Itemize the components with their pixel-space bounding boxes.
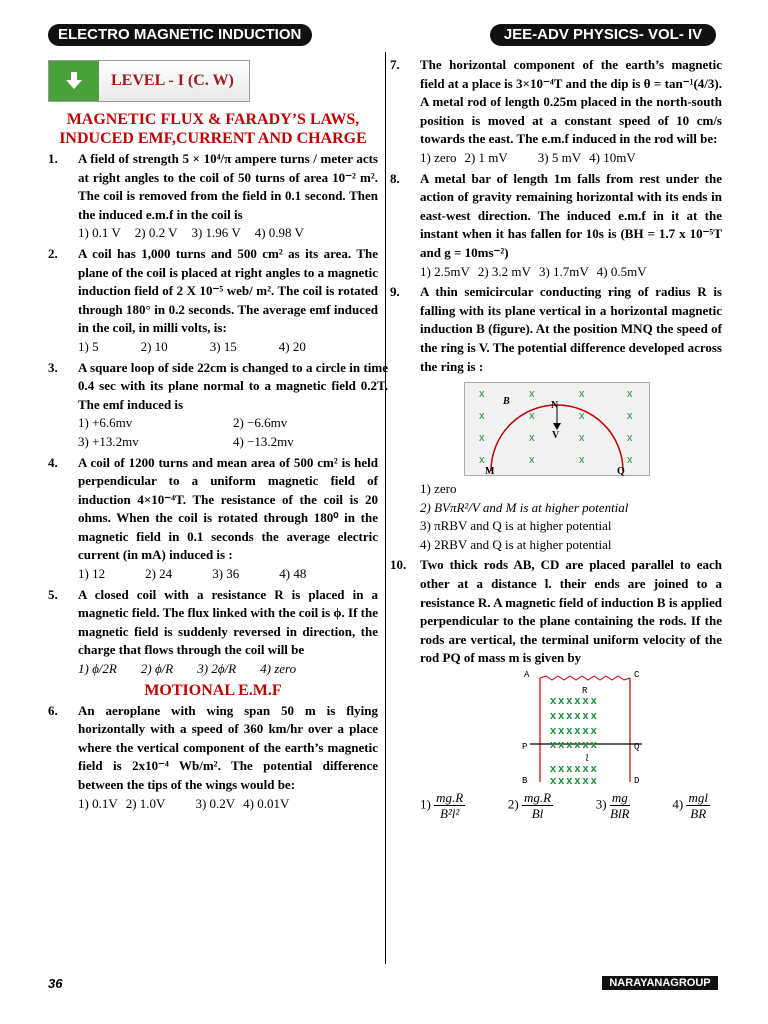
question-number: 8. <box>390 170 400 186</box>
option: 1) 0.1 V <box>78 225 121 241</box>
label-p: P <box>522 742 528 753</box>
label-d: D <box>634 776 640 787</box>
fraction-options <box>420 790 710 821</box>
options <box>78 795 378 814</box>
option <box>672 790 710 821</box>
denominator: BR <box>690 806 707 822</box>
field-mark: x <box>627 410 633 423</box>
field-mark: x <box>529 388 535 401</box>
numerator: mgl <box>688 790 708 806</box>
option: 3) 0.2V <box>195 795 236 811</box>
question <box>390 56 722 168</box>
options <box>78 224 378 243</box>
option: 3) 2ϕ/R <box>197 661 237 677</box>
section-heading: MOTIONAL E.M.F <box>144 681 282 699</box>
options <box>78 338 378 357</box>
option: 4) 0.01V <box>243 795 290 811</box>
option: 1) zero <box>420 481 457 497</box>
option: 3) 1.7mV <box>538 263 589 279</box>
rods-figure <box>520 670 690 788</box>
question <box>48 586 378 679</box>
option: 3) 36 <box>212 566 240 582</box>
option: 3) +13.2mv <box>78 433 139 449</box>
question-number: 3. <box>48 359 58 375</box>
question-number: 1. <box>48 151 58 166</box>
option: 1) 12 <box>78 566 106 582</box>
question-number: 5. <box>48 586 58 602</box>
option <box>508 790 553 821</box>
option-number: 3) <box>595 796 607 812</box>
option: 3) 1.96 V <box>191 225 241 241</box>
level-badge <box>48 60 250 102</box>
label-m: M <box>485 466 495 478</box>
field-mark: x <box>529 410 535 423</box>
options <box>420 149 722 168</box>
numerator: mg.R <box>523 790 552 806</box>
field-mark: x <box>479 432 485 445</box>
question <box>48 702 378 814</box>
label-l: l <box>584 754 590 765</box>
question <box>48 454 378 584</box>
question <box>390 170 722 282</box>
question <box>48 150 378 243</box>
question-number: 7. <box>390 57 400 72</box>
question-number: 6. <box>48 702 58 718</box>
question-number: 10. <box>390 557 407 573</box>
option-number: 4) <box>672 796 684 812</box>
option <box>596 790 630 821</box>
label-a: A <box>524 670 530 681</box>
option: 1) 5 <box>78 338 99 354</box>
question-text: The horizontal component of the earth’s magnetic field at a place is 3×10⁻⁴T and the dip is θ = tan⁻¹(4/3). A metal rod of length 0.25m placed in the north-south position is moved at a constant speed of 10 cm/s towards the east. The e.m.f induced in the rod will be: <box>420 57 722 147</box>
options <box>78 414 388 451</box>
question-number: 4. <box>48 454 58 470</box>
page-number: 36 <box>48 976 63 991</box>
options <box>78 660 378 679</box>
label-b: B <box>522 776 528 787</box>
question-number: 9. <box>390 284 400 300</box>
option: 4) zero <box>260 661 297 677</box>
book-title: JEE-ADV PHYSICS- VOL- IV <box>490 24 716 46</box>
question-text: A closed coil with a resistance R is placed in a magnetic field. The flux linked with the coil is ϕ. If the magnetic field is suddenly reversed in direction, the charge that flows through the coil will be <box>78 586 379 658</box>
option: 3) 5 mV <box>537 149 582 165</box>
field-mark: x <box>529 454 535 467</box>
field-row: xxxxxx <box>550 775 599 788</box>
field-row: xxxxxx <box>550 695 599 708</box>
field-mark: x <box>579 388 585 401</box>
question-text: A coil has 1,000 turns and 500 cm² as its area. The plane of the coil is placed at right angles to a magnetic induction field of 2 X 10⁻⁵ web/ m². The coil is rotated through 180° in 0.2 seconds. The average emf induced in the coil, in milli volts, is: <box>78 245 378 336</box>
option: 1) zero <box>420 149 457 165</box>
label-b: B <box>503 396 510 408</box>
field-mark: x <box>579 454 585 467</box>
question-text: A metal bar of length 1m falls from rest under the action of gravity remaining horizontal with its ends in east-west direction. The induced e.m.f in it at the instant when it has fallen for 10s is (BH = 1.7 x 10⁻⁵T and g = 10ms⁻²) <box>420 170 722 260</box>
question-text: A thin semicircular conducting ring of radius R is falling with its plane vertical in a horizontal magnetic induction B (figure). At the position MNQ the speed of the ring is V. The potential difference developed across the ring is : <box>420 284 722 374</box>
field-row: xxxxxx <box>550 710 599 723</box>
field-mark: x <box>627 388 633 401</box>
level-label: LEVEL - I (C. W) <box>111 71 234 89</box>
field-mark: x <box>627 432 633 445</box>
down-arrow-icon <box>49 61 99 101</box>
option: 2) 24 <box>145 566 173 582</box>
question <box>390 556 722 821</box>
column-divider <box>385 52 386 964</box>
field-mark: x <box>627 454 633 467</box>
option: 4) 0.5mV <box>596 263 647 279</box>
question-text: A coil of 1200 turns and mean area of 500 cm² is held perpendicular to a uniform magnetic field of induction 4×10⁻⁴T. The resistance of the coil is 20 ohms. When the coil is rotated through 180⁰ in the magnetic field in 0.1 seconds the average electric current (in mA) induced is : <box>78 454 378 563</box>
option-number: 2) <box>507 796 519 812</box>
field-mark: x <box>579 432 585 445</box>
option <box>420 790 465 821</box>
option: 3) 15 <box>209 338 237 354</box>
question-text: A field of strength 5 × 10⁴/π ampere turns / meter acts at right angles to the coil of 50 turns of area 10⁻² m². The coil is removed from the field in 0.1 second. Then the induced e.m.f in the coil is <box>78 151 378 222</box>
option: 2) −6.6mv <box>233 415 288 431</box>
option: 4) −13.2mv <box>233 433 294 449</box>
right-column <box>390 56 722 823</box>
option: 4) 2RBV and Q is at higher potential <box>420 536 612 552</box>
left-column <box>48 56 388 815</box>
denominator: B²l² <box>439 806 460 822</box>
numerator: mg.R <box>436 790 464 806</box>
section-heading: MAGNETIC FLUX & FARADY’S LAWS, INDUCED EMF,CURRENT AND CHARGE <box>59 111 367 147</box>
label-c: C <box>634 670 640 681</box>
options <box>420 263 722 282</box>
label-q: Q <box>634 742 640 753</box>
option: 2) 3.2 mV <box>477 263 531 279</box>
option: 1) 2.5mV <box>420 263 470 279</box>
label-v: V <box>552 430 560 442</box>
option: 1) ϕ/2R <box>78 661 117 677</box>
label-n: N <box>551 400 559 412</box>
semicircle-ring-figure <box>464 382 650 476</box>
option: 4) 10mV <box>589 149 636 165</box>
field-mark: x <box>479 410 485 423</box>
option: 1) 0.1V <box>78 795 118 811</box>
option: 2) ϕ/R <box>140 661 174 677</box>
question <box>48 245 378 357</box>
option: 4) 20 <box>278 338 306 354</box>
option: 2) 1 mV <box>464 149 508 165</box>
option: 4) 0.98 V <box>254 225 304 241</box>
denominator: BlR <box>610 806 630 822</box>
field-mark: x <box>479 388 485 401</box>
label-q: Q <box>617 466 625 478</box>
option: 2) BVπR²/V and M is at higher potential <box>420 499 629 515</box>
field-mark: x <box>529 432 535 445</box>
option-number: 1) <box>420 796 431 812</box>
option: 2) 0.2 V <box>134 225 178 241</box>
field-row: xxxxxx <box>550 739 599 752</box>
options <box>78 565 378 584</box>
question <box>48 359 388 452</box>
option: 1) +6.6mv <box>78 415 133 431</box>
option: 2) 1.0V <box>125 795 166 811</box>
question-number: 2. <box>48 245 58 261</box>
field-row: xxxxxx <box>550 725 599 738</box>
field-mark: x <box>479 454 485 467</box>
label-r: R <box>582 686 588 697</box>
option: 4) 48 <box>279 566 307 582</box>
numerator: mg <box>611 790 628 806</box>
question <box>390 283 722 554</box>
field-mark: x <box>579 410 585 423</box>
option: 2) 10 <box>140 338 168 354</box>
option: 3) πRBV and Q is at higher potential <box>420 518 612 534</box>
question-text: A square loop of side 22cm is changed to a circle in time 0.4 sec with its plane normal to a magnetic field 0.2T. The emf induced is <box>78 359 388 412</box>
publisher-brand: NARAYANAGROUP <box>602 976 718 990</box>
denominator: Bl <box>531 806 544 822</box>
question-text: Two thick rods AB, CD are placed parallel to each other at a distance l. their ends are joined to a resistance R. A magnetic field of induction B is applied perpendicular to the plane containing the rods. If the rods are vertical, the terminal uniform velocity of the rod PQ of mass m is given by <box>420 557 722 666</box>
field-row: xxxxxx <box>550 763 599 776</box>
chapter-title: ELECTRO MAGNETIC INDUCTION <box>48 24 312 46</box>
question-text: An aeroplane with wing span 50 m is flying horizontally with a speed of 360 km/hr over a place where the vertical component of the earth’s magnetic field is 2x10⁻⁴ Wb/m². The potential difference between the tips of the wings would be: <box>78 702 378 792</box>
